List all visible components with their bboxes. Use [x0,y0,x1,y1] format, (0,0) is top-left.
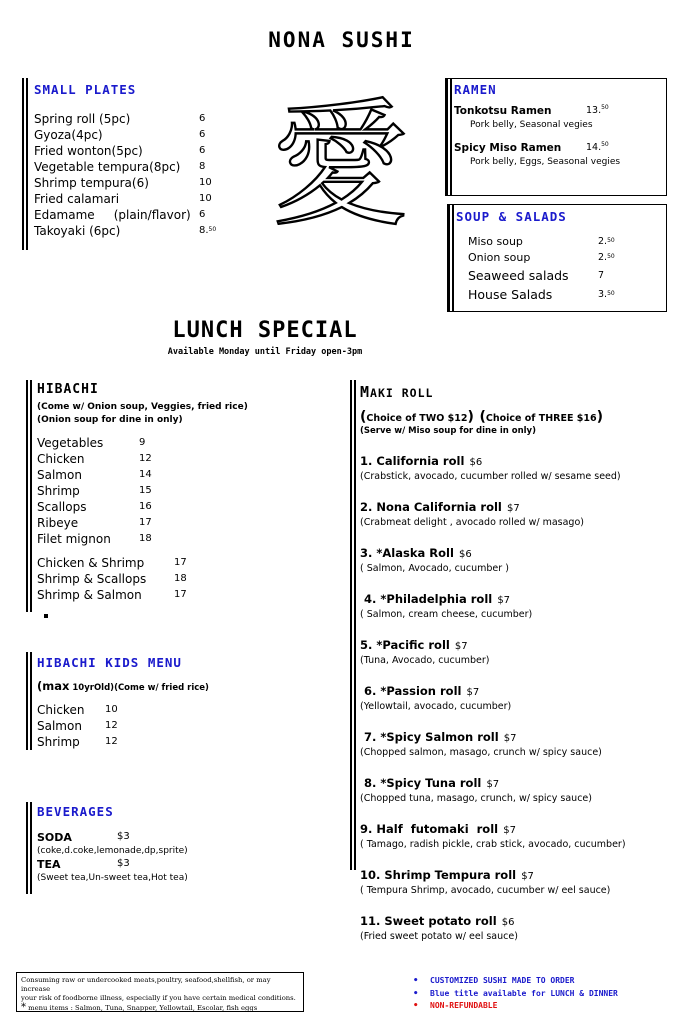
row-price: 15 [139,485,152,496]
small-plate-item [34,143,254,159]
ramen-desc: Pork belly, Eggs, Seasonal vegies [470,157,621,167]
price-cents: 50 [607,253,615,260]
maki-item [360,726,668,758]
small-plate-item [34,159,254,175]
lunch-special-subtitle: Available Monday until Friday open-3pm [167,347,363,357]
menu-row [37,587,322,603]
choice-three-close: ) [596,409,603,425]
ramen-name: Tonkotsu Ramen [454,105,552,117]
row-price: 12 [139,453,152,464]
maki-desc: (Crabmeat delight , avocado rolled w/ masago) [360,517,584,528]
kids-section [26,652,326,750]
maki-item [360,680,668,712]
maki-price: $6 [458,549,472,560]
item-name: Takoyaki (6pc) [34,224,121,238]
price-main: 7 [598,270,605,281]
maki-item [360,588,668,620]
kids-note-age: 10yrOld) [69,683,115,693]
hibachi-note-1: (Come w/ Onion soup, Veggies, fried rice) [37,402,248,412]
maki-name: 2. Nona California roll [360,500,502,514]
maki-title [360,382,668,401]
maki-section [350,380,670,942]
row-price: 17 [174,557,187,568]
item-price [199,175,212,191]
small-square-mark [44,614,48,618]
choice-two: Choice of TWO $12 [366,413,468,424]
maki-title-initial: M [360,383,371,401]
maki-head [360,864,668,883]
small-plates-section [22,78,252,250]
row-name: Salmon [37,719,82,733]
row-price: 18 [174,573,187,584]
soup-salads-title: SOUP & SALADS [456,209,567,224]
maki-desc: (Chopped salmon, masago, crunch w/ spicy sauce) [360,747,602,758]
maki-head [360,680,668,699]
menu-row [37,451,322,467]
maki-head [360,450,668,469]
small-plate-item [34,191,254,207]
price-cents: 50 [607,237,615,244]
kids-note-max: (max [37,679,70,693]
item-price [199,223,216,239]
kids-title: HIBACHI KIDS MENU [37,655,182,670]
item-name: Edamame (plain/flavor) [34,208,191,222]
maki-desc: ( Tamago, radish pickle, crab stick, avocado, cucumber) [360,839,626,850]
small-plate-item [34,111,254,127]
beverage-item [37,831,322,856]
menu-row [37,734,322,750]
beverage-name: TEA [37,858,61,871]
hibachi-section [26,380,326,612]
disclaimer-box [16,972,304,1012]
maki-desc: ( Salmon, Avocado, cucumber ) [360,563,509,574]
price-main: 3. [598,289,608,300]
item-price [199,127,205,143]
price-cents: 50 [208,226,217,233]
soup-item [468,266,662,285]
row-name: Chicken & Shrimp [37,556,145,570]
item-price [199,159,205,175]
maki-price: $7 [486,779,500,790]
note-item [413,988,678,1001]
maki-name: 5. *Pacific roll [360,638,450,652]
soup-name: Onion soup [468,251,531,264]
price-main: 10 [199,177,212,188]
ramen-price [586,105,609,117]
row-name: Chicken [37,452,85,466]
item-price [199,207,205,223]
small-plate-item [34,175,254,191]
small-plates-title: SMALL PLATES [34,82,137,97]
maki-head [360,542,668,561]
bullet-icon: • [413,1001,419,1011]
price-main: 2. [598,236,608,247]
beverage-desc: (coke,d.coke,lemonade,dp,sprite) [37,846,188,856]
love-kanji-logo [270,85,410,235]
menu-row [37,718,322,734]
disclaimer-star: * [21,1002,26,1013]
price-main: 8 [199,161,206,172]
choice-three-open: ( [479,409,486,425]
ramen-name: Spicy Miso Ramen [454,142,562,154]
item-price [199,191,212,207]
menu-row [37,499,322,515]
row-name: Shrimp [37,484,80,498]
maki-item [360,450,668,482]
item-name: Vegetable tempura(8pc) [34,160,181,174]
price-main: 13. [586,105,602,116]
price-main: 6 [199,209,206,220]
maki-desc: (Chopped tuna, masago, crunch, w/ spicy sauce) [360,793,592,804]
row-price: 17 [139,517,152,528]
maki-price: $6 [469,457,483,468]
row-price: 16 [139,501,152,512]
menu-row [37,571,322,587]
row-price: 12 [105,736,118,747]
beverage-name: SODA [37,831,72,844]
menu-row [37,483,322,499]
beverage-item [37,858,322,883]
hibachi-combos [37,555,322,603]
soup-name: House Salads [468,287,553,302]
price-cents: 50 [601,141,609,148]
ramen-item-head [454,142,662,154]
soup-salads-list [456,234,662,304]
maki-item [360,496,668,528]
row-name: Shrimp [37,735,80,749]
choice-two-open: ( [360,409,367,425]
maki-item [360,864,668,896]
row-name: Chicken [37,703,85,717]
maki-price: $7 [503,825,516,836]
price-main: 6 [199,145,206,156]
note-text: CUSTOMIZED SUSHI MADE TO ORDER [430,976,575,985]
maki-head [360,910,668,929]
soup-name: Miso soup [468,235,523,248]
menu-row [37,515,322,531]
maki-item [360,542,668,574]
maki-price: $7 [521,871,534,882]
kids-note [37,675,322,694]
beverage-desc: (Sweet tea,Un-sweet tea,Hot tea) [37,873,188,883]
price-cents: 50 [607,290,615,297]
ramen-box [445,78,667,196]
disclaimer-line-2: your risk of foodborne illness, especially if you have certain medical conditions. [21,994,296,1002]
disclaimer-fish-list: menu items : Salmon, Tuna, Snapper, Yellowtail, Escolar, fish eggs [26,1004,258,1012]
row-price: 10 [105,704,118,715]
maki-price: $7 [454,641,468,652]
small-plate-item [34,207,254,223]
soup-salads-box [447,204,667,312]
hibachi-title: HIBACHI [37,382,99,397]
beverages-list [37,831,322,883]
row-price: 14 [139,469,152,480]
maki-item [360,772,668,804]
note-text: NON-REFUNDABLE [430,1001,498,1010]
maki-price: $7 [497,595,511,606]
maki-head [360,772,668,791]
ramen-list [454,105,662,167]
maki-item [360,910,668,942]
kids-list [37,702,322,750]
row-name: Shrimp & Scallops [37,572,147,586]
hibachi-note-2: (Onion soup for dine in only) [37,415,183,425]
maki-desc: ( Tempura Shrimp, avocado, cucumber w/ eel sauce) [360,885,611,896]
soup-price [598,250,615,266]
beverage-price: $3 [117,858,130,869]
item-name: Shrimp tempura(6) [34,176,149,190]
beverage-head [37,858,322,871]
ramen-item [454,105,662,130]
small-plate-item [34,223,254,239]
ramen-price [586,142,609,154]
menu-row [37,555,322,571]
item-price [199,143,205,159]
hibachi-list [37,435,322,547]
soup-name: Seaweed salads [468,268,569,283]
maki-desc: (Tuna, Avocado, cucumber) [360,655,490,666]
maki-price: $7 [466,687,480,698]
beverage-price: $3 [117,831,130,842]
maki-head [360,726,668,745]
maki-price: $7 [503,733,517,744]
price-main: 10 [199,193,212,204]
page-title: NONA SUSHI [268,28,415,52]
row-price: 12 [105,720,118,731]
maki-name: 11. Sweet potato roll [360,914,497,928]
maki-name: 10. Shrimp Tempura roll [360,868,517,882]
note-item [413,1000,678,1013]
beverages-title: BEVERAGES [37,804,114,819]
price-main: 6 [199,113,206,124]
choice-three: Choice of THREE $16 [485,413,597,424]
maki-name: 8. *Spicy Tuna roll [360,776,482,790]
row-name: Filet mignon [37,532,111,546]
price-main: 14. [586,142,602,153]
note-item [413,975,678,988]
soup-price [598,285,615,304]
soup-price [598,266,604,285]
bottom-notes [413,975,678,1013]
maki-desc: (Fried sweet potato w/ eel sauce) [360,931,518,942]
ramen-item-head [454,105,662,117]
maki-name: 4. *Philadelphia roll [360,592,493,606]
maki-name: 7. *Spicy Salmon roll [360,730,499,744]
maki-name: 9. Half futomaki roll [360,822,499,836]
maki-name: 6. *Passion roll [360,684,462,698]
maki-head [360,634,668,653]
maki-item [360,818,668,850]
maki-list [360,450,668,942]
maki-desc: (Yellowtail, avocado, cucumber) [360,701,512,712]
disclaimer-line-1: Consuming raw or undercooked meats,poultry, seafood,shellfish, or may increase [21,976,271,993]
soup-price [598,234,615,250]
item-name: Fried wonton(5pc) [34,144,143,158]
menu-row [37,702,322,718]
maki-desc: (Crabstick, avocado, cucumber rolled w/ sesame seed) [360,471,621,482]
maki-desc: ( Salmon, cream cheese, cucumber) [360,609,533,620]
price-cents: 50 [601,104,609,111]
row-name: Ribeye [37,516,79,530]
maki-note: (Serve w/ Miso soup for dine in only) [360,426,536,436]
soup-item [468,285,662,304]
ramen-desc: Pork belly, Seasonal vegies [470,120,593,130]
maki-item [360,634,668,666]
menu-row [37,467,322,483]
ramen-title: RAMEN [454,82,497,97]
maki-title-rest: AKI ROLL [370,386,434,400]
note-text: Blue title available for LUNCH & DINNER [430,988,618,998]
item-name: Spring roll (5pc) [34,112,131,126]
row-name: Vegetables [37,436,104,450]
small-plates-list [34,111,254,239]
disclaimer-line-3 [21,1003,299,1013]
soup-item [468,250,662,266]
maki-choices [360,406,668,425]
maki-price: $7 [506,503,520,514]
maki-head [360,818,668,837]
maki-head [360,496,668,515]
row-name: Salmon [37,468,82,482]
row-price: 17 [174,589,187,600]
kids-note-rice: (Come w/ fried rice) [114,683,209,693]
soup-item [468,234,662,250]
row-name: Shrimp & Salmon [37,588,142,602]
item-name: Fried calamari [34,192,120,206]
ramen-item [454,142,662,167]
row-price: 9 [139,437,146,448]
menu-row [37,435,322,451]
menu-row [37,531,322,547]
maki-head [360,588,668,607]
row-price: 18 [139,533,152,544]
item-price [199,111,205,127]
choice-two-close: ) [467,409,474,425]
maki-name: 1. California roll [360,454,465,468]
row-name: Scallops [37,500,87,514]
kanji-glyph: 愛 [270,85,410,235]
beverage-head [37,831,322,844]
price-main: 8. [199,225,209,236]
bullet-icon: • [413,988,419,999]
maki-name: 3. *Alaska Roll [360,546,454,560]
small-plate-item [34,127,254,143]
price-main: 2. [598,252,608,263]
beverages-section [26,802,326,894]
maki-price: $6 [501,917,515,928]
lunch-special-title: LUNCH SPECIAL [172,318,358,343]
price-main: 6 [199,129,206,140]
item-name: Gyoza(4pc) [34,128,103,142]
bullet-icon: • [413,976,419,986]
